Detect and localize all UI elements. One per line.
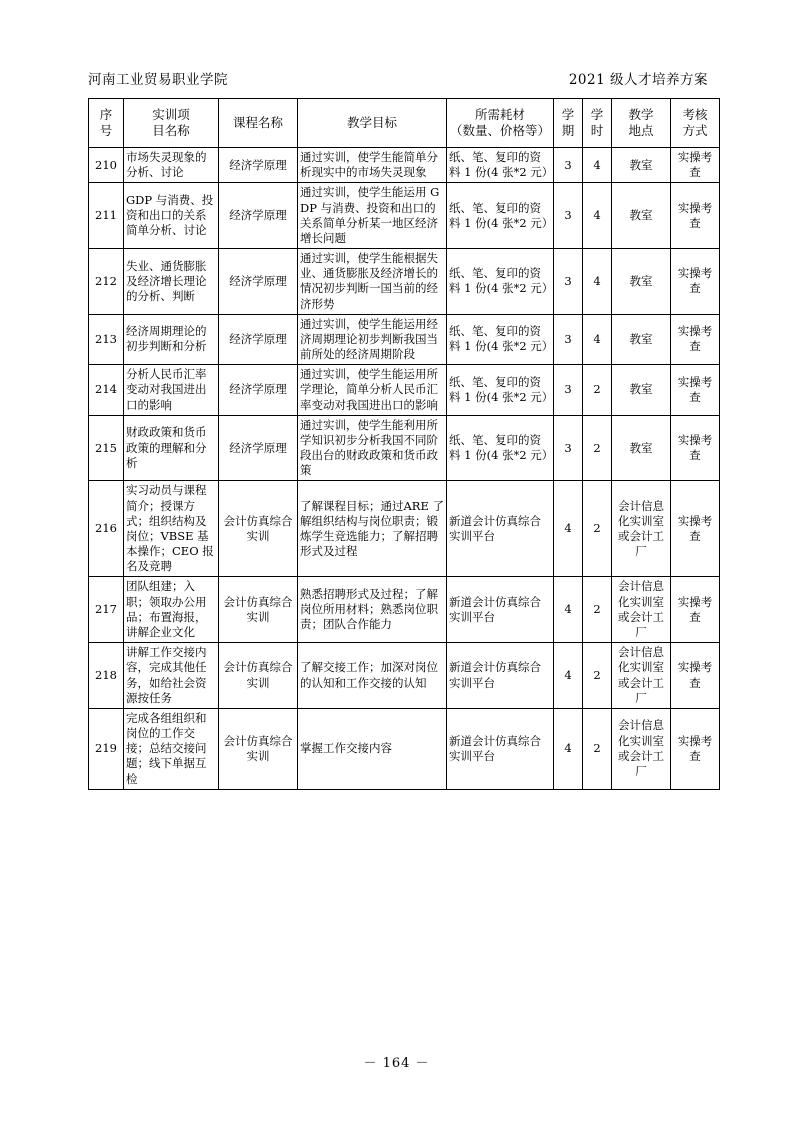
table-header-row [89, 99, 720, 148]
header-document-title: 2021 级人才培养方案 [568, 72, 708, 88]
cell-term: 3 [554, 365, 583, 416]
cell-hours: 4 [583, 314, 612, 365]
cell-no: 218 [89, 643, 124, 709]
page-number: － 164 － [363, 1056, 430, 1071]
cell-no: 211 [89, 183, 124, 249]
cell-assessment: 实操考查 [671, 577, 720, 643]
cell-material: 新道会计仿真综合实训平台 [447, 577, 554, 643]
table-row [89, 183, 720, 249]
cell-project-name: 失业、通货膨胀及经济增长理论的分析、判断 [124, 249, 219, 315]
cell-term: 4 [554, 577, 583, 643]
cell-hours: 2 [583, 643, 612, 709]
cell-course: 经济学原理 [219, 249, 298, 315]
cell-hours: 2 [583, 708, 612, 789]
cell-assessment: 实操考查 [671, 148, 720, 183]
cell-goal: 通过实训，使学生能利用所学知识初步分析我国不同阶段出台的财政政策和货币政策 [298, 415, 447, 481]
table-row [89, 415, 720, 481]
cell-no: 217 [89, 577, 124, 643]
cell-assessment: 实操考查 [671, 365, 720, 416]
cell-project-name: 市场失灵现象的分析、讨论 [124, 148, 219, 183]
cell-material: 新道会计仿真综合实训平台 [447, 643, 554, 709]
cell-material: 纸、笔、复印的资料 1 份(4 张*2 元） [447, 183, 554, 249]
cell-hours: 2 [583, 481, 612, 577]
cell-goal: 掌握工作交接内容 [298, 708, 447, 789]
cell-term: 3 [554, 249, 583, 315]
header-institution: 河南工业贸易职业学院 [88, 72, 228, 88]
cell-term: 4 [554, 481, 583, 577]
cell-no: 214 [89, 365, 124, 416]
cell-goal: 通过实训，使学生能根据失业、通货膨胀及经济增长的情况初步判断一国当前的经济形势 [298, 249, 447, 315]
cell-no: 210 [89, 148, 124, 183]
cell-term: 4 [554, 643, 583, 709]
cell-material: 纸、笔、复印的资料 1 份(4 张*2 元） [447, 314, 554, 365]
cell-material: 纸、笔、复印的资料 1 份(4 张*2 元） [447, 415, 554, 481]
cell-hours: 4 [583, 148, 612, 183]
cell-assessment: 实操考查 [671, 643, 720, 709]
cell-project-name: 完成各组组织和岗位的工作交接；总结交接问题；线下单据互检 [124, 708, 219, 789]
cell-material: 纸、笔、复印的资料 1 份(4 张*2 元） [447, 249, 554, 315]
table-row [89, 249, 720, 315]
cell-hours: 2 [583, 365, 612, 416]
column-header-hours: 学 时 [583, 99, 612, 148]
cell-course: 会计仿真综合实训 [219, 708, 298, 789]
table-row [89, 365, 720, 416]
cell-assessment: 实操考查 [671, 183, 720, 249]
cell-place: 会计信息化实训室或会计工厂 [612, 577, 671, 643]
cell-course: 经济学原理 [219, 365, 298, 416]
column-header-place: 教学 地点 [612, 99, 671, 148]
cell-goal: 了解交接工作；加深对岗位的认知和工作交接的认知 [298, 643, 447, 709]
cell-goal: 了解课程目标；通过ARE 了解组织结构与岗位职责；锻炼学生竞选能力；了解招聘形式及过程 [298, 481, 447, 577]
cell-hours: 2 [583, 415, 612, 481]
table-row [89, 643, 720, 709]
column-header-no: 序 号 [89, 99, 124, 148]
cell-course: 经济学原理 [219, 314, 298, 365]
cell-goal: 熟悉招聘形式及过程；了解岗位所用材料；熟悉岗位职责；团队合作能力 [298, 577, 447, 643]
cell-place: 会计信息化实训室或会计工厂 [612, 481, 671, 577]
cell-project-name: 财政政策和货币政策的理解和分析 [124, 415, 219, 481]
cell-term: 3 [554, 148, 583, 183]
cell-material: 新道会计仿真综合实训平台 [447, 708, 554, 789]
page-header [88, 68, 708, 88]
column-header-term: 学 期 [554, 99, 583, 148]
cell-material: 纸、笔、复印的资料 1 份(4 张*2 元） [447, 148, 554, 183]
cell-course: 会计仿真综合实训 [219, 481, 298, 577]
cell-goal: 通过实训，使学生能运用所学理论，简单分析人民币汇率变动对我国进出口的影响 [298, 365, 447, 416]
training-projects-table [88, 98, 720, 790]
cell-course: 经济学原理 [219, 183, 298, 249]
column-header-assessment: 考核 方式 [671, 99, 720, 148]
column-header-course: 课程名称 [219, 99, 298, 148]
cell-project-name: 分析人民币汇率变动对我国进出口的影响 [124, 365, 219, 416]
table-row [89, 577, 720, 643]
cell-goal: 通过实训，使学生能运用 GDP 与消费、投资和出口的关系简单分析某一地区经济增长问题 [298, 183, 447, 249]
cell-course: 会计仿真综合实训 [219, 643, 298, 709]
cell-term: 3 [554, 183, 583, 249]
cell-place: 教室 [612, 415, 671, 481]
cell-term: 3 [554, 314, 583, 365]
cell-no: 216 [89, 481, 124, 577]
column-header-material: 所需耗材 （数量、价格等） [447, 99, 554, 148]
cell-place: 会计信息化实训室或会计工厂 [612, 643, 671, 709]
table-row [89, 148, 720, 183]
cell-material: 纸、笔、复印的资料 1 份(4 张*2 元） [447, 365, 554, 416]
cell-place: 教室 [612, 183, 671, 249]
cell-place: 教室 [612, 314, 671, 365]
table-row [89, 481, 720, 577]
cell-assessment: 实操考查 [671, 314, 720, 365]
cell-project-name: 经济周期理论的初步判断和分析 [124, 314, 219, 365]
column-header-goal: 教学目标 [298, 99, 447, 148]
cell-project-name: 讲解工作交接内容，完成其他任务，如给社会资源按任务 [124, 643, 219, 709]
cell-no: 219 [89, 708, 124, 789]
cell-goal: 通过实训，使学生能简单分析现实中的市场失灵现象 [298, 148, 447, 183]
table-header [89, 99, 720, 148]
cell-no: 215 [89, 415, 124, 481]
page-footer [0, 1052, 793, 1071]
cell-place: 教室 [612, 148, 671, 183]
cell-course: 经济学原理 [219, 415, 298, 481]
table-row [89, 708, 720, 789]
cell-assessment: 实操考查 [671, 481, 720, 577]
cell-project-name: GDP 与消费、投资和出口的关系简单分析、讨论 [124, 183, 219, 249]
cell-place: 教室 [612, 365, 671, 416]
cell-term: 3 [554, 415, 583, 481]
cell-place: 会计信息化实训室或会计工厂 [612, 708, 671, 789]
cell-term: 4 [554, 708, 583, 789]
cell-course: 经济学原理 [219, 148, 298, 183]
cell-project-name: 实习动员与课程简介；授课方式；组织结构及岗位；VBSE 基本操作；CEO 报名及竞聘 [124, 481, 219, 577]
cell-project-name: 团队组建；入职；领取办公用品；布置海报，讲解企业文化 [124, 577, 219, 643]
cell-assessment: 实操考查 [671, 415, 720, 481]
cell-place: 教室 [612, 249, 671, 315]
cell-hours: 4 [583, 249, 612, 315]
cell-assessment: 实操考查 [671, 249, 720, 315]
cell-hours: 4 [583, 183, 612, 249]
column-header-project-name: 实训项 目名称 [124, 99, 219, 148]
table-row [89, 314, 720, 365]
cell-goal: 通过实训，使学生能运用经济周期理论初步判断我国当前所处的经济周期阶段 [298, 314, 447, 365]
cell-no: 212 [89, 249, 124, 315]
cell-no: 213 [89, 314, 124, 365]
cell-assessment: 实操考查 [671, 708, 720, 789]
cell-course: 会计仿真综合实训 [219, 577, 298, 643]
cell-hours: 2 [583, 577, 612, 643]
cell-material: 新道会计仿真综合实训平台 [447, 481, 554, 577]
table-body [89, 148, 720, 790]
